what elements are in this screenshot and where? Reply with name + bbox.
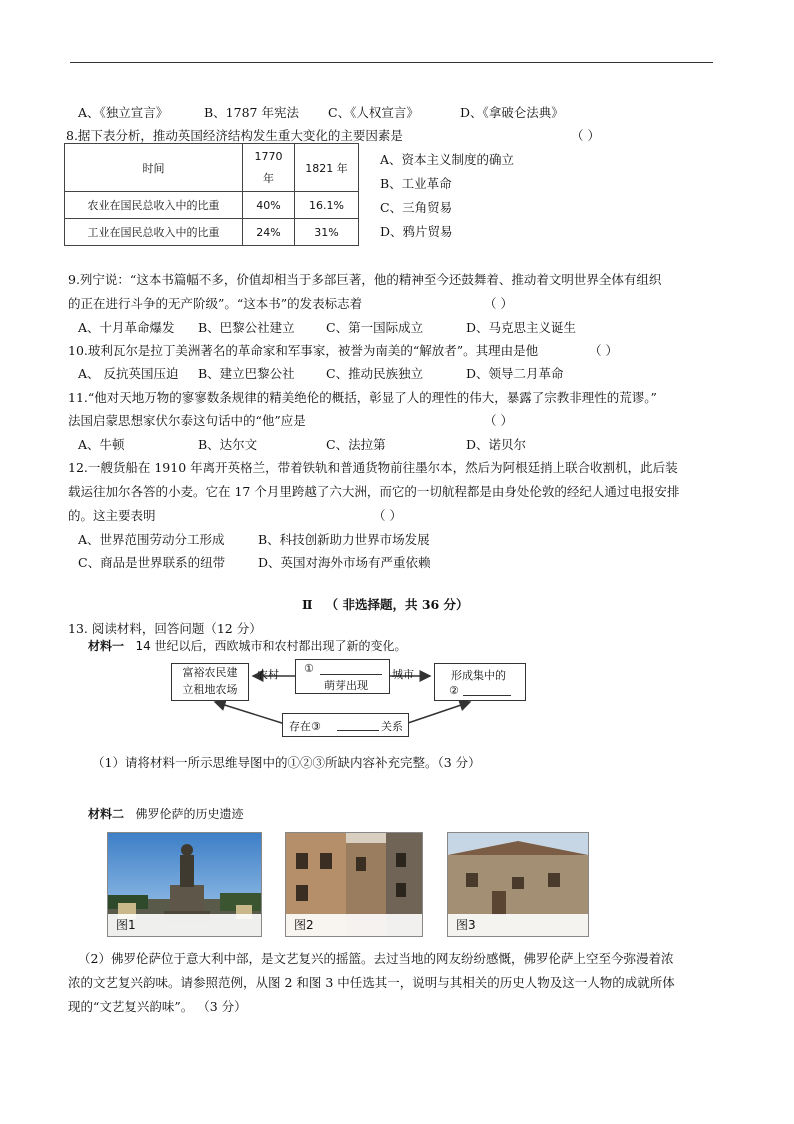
table-cell-industry-1821: 31% bbox=[295, 219, 359, 246]
arrow-bottom-to-left bbox=[215, 702, 285, 724]
q7-option-d: D、《拿破仑法典》 bbox=[460, 105, 564, 120]
table-cell-industry-1770: 24% bbox=[243, 219, 295, 246]
blank-line-3 bbox=[337, 730, 379, 731]
q11-option-c: C、法拉第 bbox=[326, 437, 386, 452]
q12-option-c: C、商品是世界联系的纽带 bbox=[78, 555, 226, 570]
q11-stem-line2: 法国启蒙思想家伏尔泰这句话中的“他”应是 bbox=[68, 413, 306, 428]
q12-option-d: D、英国对海外市场有严重依赖 bbox=[258, 555, 431, 570]
q8-option-c: C、三角贸易 bbox=[380, 200, 453, 215]
figure-3-caption: 图3 bbox=[448, 914, 588, 936]
q11-option-b: B、达尔文 bbox=[198, 437, 258, 452]
q12-stem-line3: 的。这主要表明 bbox=[68, 508, 156, 523]
q10-option-c: C、推动民族独立 bbox=[326, 366, 424, 381]
q13-sub-question-2-line3: 现的“文艺复兴韵味”。 （3 分） bbox=[68, 999, 247, 1014]
q7-option-b: B、1787 年宪法 bbox=[204, 105, 299, 120]
q7-option-c: C、《人权宣言》 bbox=[328, 105, 419, 120]
figure-2-caption: 图2 bbox=[286, 914, 422, 936]
table-header-1821: 1821 年 bbox=[295, 144, 359, 192]
material-1-label: 材料一 bbox=[88, 639, 125, 653]
q9-stem-line1: 9.列宁说：“这本书篇幅不多，价值却相当于多部巨著，他的精神至今还鼓舞着、推动着文明世界全体有组织 bbox=[68, 272, 662, 287]
blank-line-1 bbox=[320, 674, 382, 675]
q13-sub-question-2-line1: （2）佛罗伦萨位于意大利中部，是文艺复兴的摇篮。去过当地的网友纷纷感慨，佛罗伦萨上空至今弥漫着浓 bbox=[78, 951, 674, 966]
diagram-bottom-box: 存在③ 关系 bbox=[282, 713, 409, 737]
q9-option-b: B、巴黎公社建立 bbox=[198, 320, 295, 335]
material-2-text: 佛罗伦萨的历史遗迹 bbox=[135, 807, 244, 821]
table-cell-agriculture-1770: 40% bbox=[243, 192, 295, 219]
material-2 bbox=[88, 805, 243, 822]
q7-option-a: A、《独立宣言》 bbox=[78, 105, 169, 120]
q8-option-b: B、工业革命 bbox=[380, 176, 452, 191]
q11-answer-blank: （ ） bbox=[484, 413, 513, 428]
q13-sub-question-2-line2: 浓的文艺复兴韵味。请参照范例，从图 2 和图 3 中任选其一，说明与其相关的历史人物及这一人物的成就所体 bbox=[68, 975, 675, 990]
q12-option-a: A、世界范围劳动分工形成 bbox=[78, 532, 225, 547]
q12-stem-line2: 载运往加尔各答的小麦。它在 17 个月里跨越了六大洲，而它的一切航程都是由身处伦敦的经纪人通过电报安排 bbox=[68, 484, 680, 499]
q9-answer-blank: （ ） bbox=[484, 296, 513, 311]
q12-answer-blank: （ ） bbox=[373, 508, 402, 523]
diagram-right-box: 形成集中的 ② bbox=[434, 663, 526, 701]
q11-stem-line1: 11.“他对天地万物的寥寥数条规律的精美绝伦的概括，彰显了人的理性的伟大，暴露了宗教非理性的荒谬。” bbox=[68, 390, 657, 405]
q10-option-a: A、 反抗英国压迫 bbox=[78, 366, 179, 381]
blank-line-2 bbox=[463, 695, 511, 696]
q8-option-d: D、鸦片贸易 bbox=[380, 224, 453, 239]
q13-sub-question-1: （1）请将材料一所示思维导图中的①②③所缺内容补充完整。（3 分） bbox=[92, 755, 481, 770]
table-cell-agriculture-1821: 16.1% bbox=[295, 192, 359, 219]
q8-option-a: A、资本主义制度的确立 bbox=[380, 152, 515, 167]
table-header-1770: 1770 年 bbox=[243, 144, 295, 192]
figure-1-statue-photo bbox=[107, 832, 262, 937]
q12-stem-line1: 12.一艘货船在 1910 年离开英格兰，带着铁轨和普通货物前往墨尔本，然后为阿根廷捎上联合收割机，此后装 bbox=[68, 460, 678, 475]
material-1-text: 14 世纪以后，西欧城市和农村都出现了新的变化。 bbox=[135, 639, 407, 653]
diagram-label-village: 农村 bbox=[257, 668, 279, 681]
diagram-center-box: ① 萌芽出现 bbox=[295, 659, 390, 694]
q9-option-a: A、十月革命爆发 bbox=[78, 320, 175, 335]
q9-option-c: C、第一国际成立 bbox=[326, 320, 424, 335]
q11-option-d: D、诺贝尔 bbox=[466, 437, 527, 452]
q12-option-b: B、科技创新助力世界市场发展 bbox=[258, 532, 430, 547]
table-row-industry-label: 工业在国民总收入中的比重 bbox=[65, 219, 243, 246]
table-row-agriculture-label: 农业在国民总收入中的比重 bbox=[65, 192, 243, 219]
section-2-roman: Ⅱ bbox=[302, 597, 313, 612]
material-2-label: 材料二 bbox=[88, 807, 125, 821]
q8-answer-blank: （ ） bbox=[571, 128, 600, 143]
q10-option-b: B、建立巴黎公社 bbox=[198, 366, 295, 381]
section-2-title: （ 非选择题，共 36 分） bbox=[325, 597, 469, 612]
figure-2-building-photo bbox=[285, 832, 423, 937]
table-header-time: 时间 bbox=[65, 144, 243, 192]
q10-option-d: D、领导二月革命 bbox=[466, 366, 564, 381]
q10-answer-blank: （ ） bbox=[589, 343, 618, 358]
q9-stem-line2: 的正在进行斗争的无产阶级”。“这本书”的发表标志着 bbox=[68, 296, 363, 311]
diagram-label-city: 城市 bbox=[392, 668, 414, 681]
q11-option-a: A、牛顿 bbox=[78, 437, 125, 452]
diagram-left-box: 富裕农民建 立租地农场 bbox=[171, 663, 249, 701]
figure-3-house-photo bbox=[447, 832, 589, 937]
q10-stem: 10.玻利瓦尔是拉丁美洲著名的革命家和军事家，被誉为南美的“解放者”。其理由是他 bbox=[68, 343, 539, 358]
figure-1-caption: 图1 bbox=[108, 914, 261, 936]
q13-stem: 13. 阅读材料，回答问题（12 分） bbox=[68, 621, 262, 636]
q8-stem: 8.据下表分析，推动英国经济结构发生重大变化的主要因素是 bbox=[66, 128, 403, 143]
arrow-bottom-to-right bbox=[405, 702, 470, 724]
q9-option-d: D、马克思主义诞生 bbox=[466, 320, 577, 335]
